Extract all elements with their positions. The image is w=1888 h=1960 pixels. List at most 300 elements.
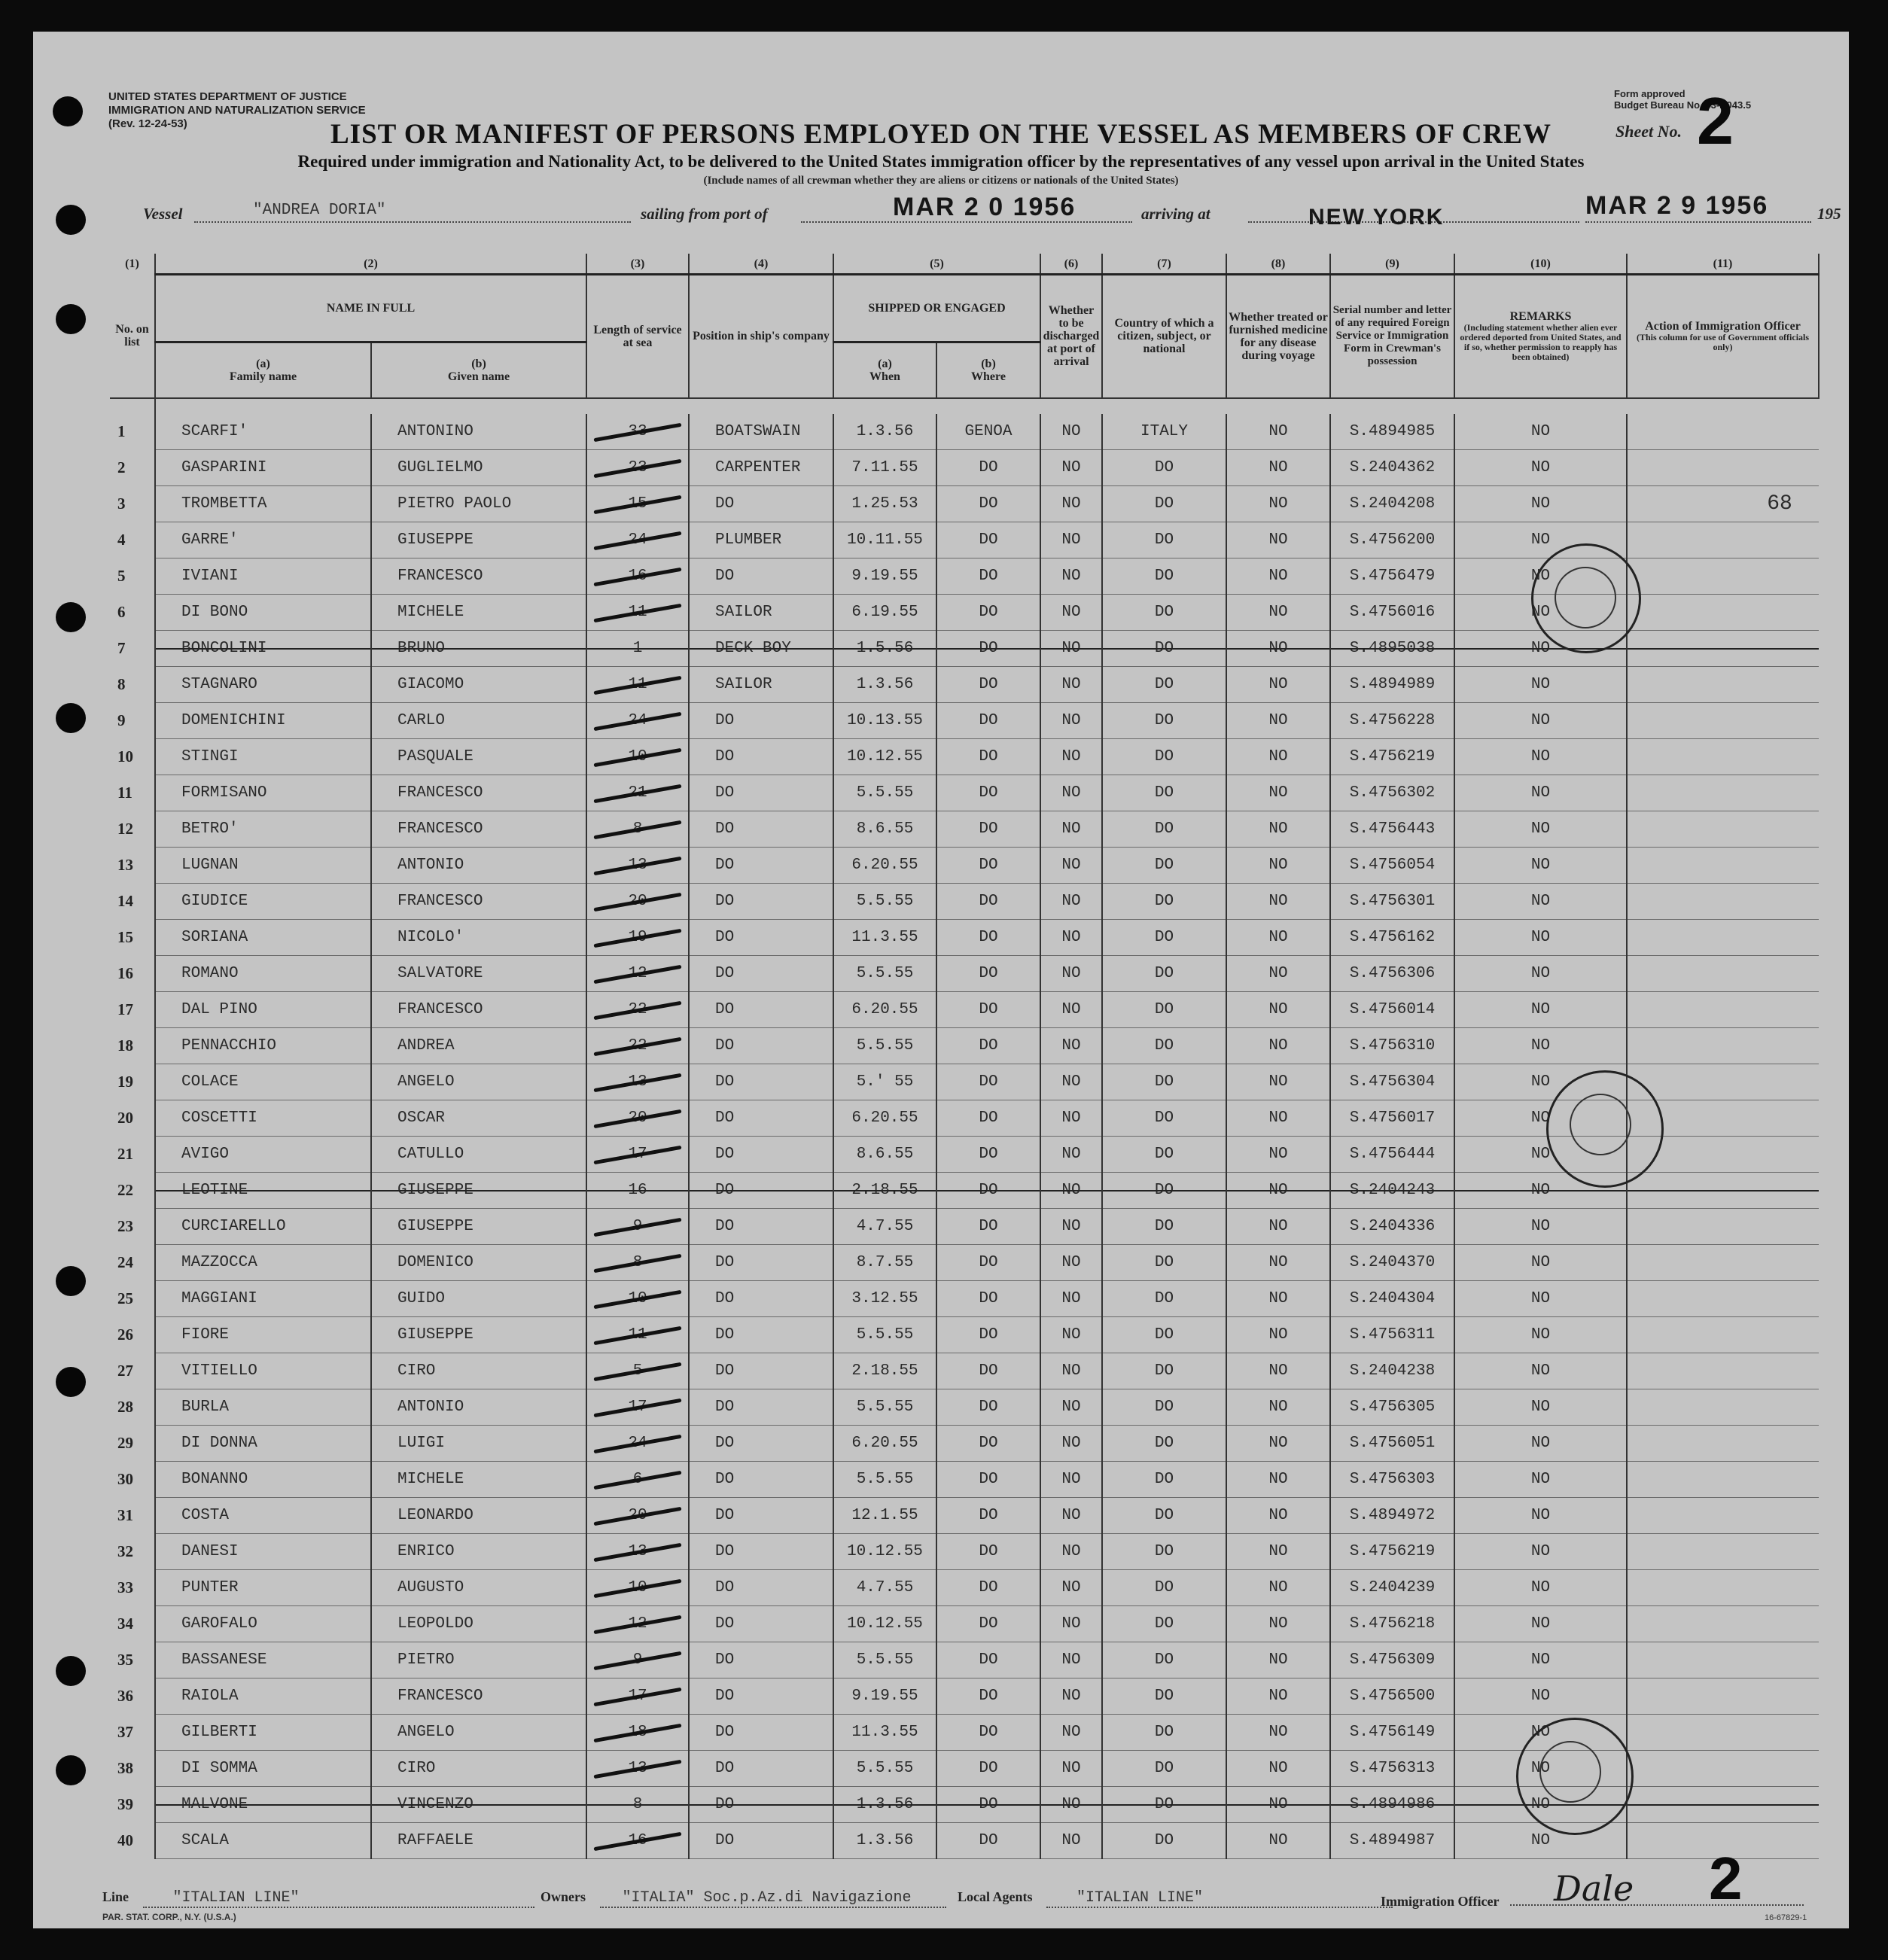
position-cell: [689, 1027, 833, 1064]
discharged-cell: [1040, 522, 1102, 558]
serial-number-cell-text: S.4756301: [1349, 892, 1436, 910]
discharged-cell: [1040, 1027, 1102, 1064]
treated-cell-text: NO: [1268, 856, 1288, 874]
serial-number-cell: [1330, 1389, 1454, 1425]
immigration-action-cell: [1627, 1425, 1819, 1461]
shipped-when-cell-text: 10.12.55: [847, 1615, 923, 1633]
discharged-cell: [1040, 1569, 1102, 1605]
family-name-cell-text: STAGNARO: [181, 675, 257, 693]
family-name-cell-text: AVIGO: [181, 1145, 230, 1163]
given-name-cell-text: GIUSEPPE: [397, 1325, 474, 1344]
table-row: [110, 1497, 1819, 1533]
row-number-cell: 12: [117, 819, 133, 838]
arrival-date: MAR 2 9 1956: [1585, 191, 1769, 220]
serial-number-cell-text: S.4756219: [1349, 1542, 1436, 1560]
row-number-cell: 15: [117, 927, 133, 946]
discharged-cell-text: NO: [1061, 1831, 1081, 1849]
discharged-cell: [1040, 775, 1102, 811]
family-name-cell: [155, 1642, 371, 1678]
shipped-when-cell: [833, 1642, 936, 1678]
country-cell: [1102, 1280, 1226, 1316]
col-family-name-header: [155, 342, 371, 398]
service-length-cell: [586, 811, 689, 847]
remarks-cell: [1454, 1244, 1627, 1280]
service-length-cell: [586, 1786, 689, 1822]
given-name-cell: [371, 666, 586, 702]
treated-cell: [1226, 1822, 1330, 1858]
discharged-cell-text: NO: [1061, 1398, 1081, 1416]
position-cell: [689, 594, 833, 630]
immigration-action-cell: [1627, 1208, 1819, 1244]
given-name-cell-text: LEOPOLDO: [397, 1615, 474, 1633]
service-length-cell: [586, 847, 689, 883]
shipped-where-cell: [936, 1533, 1040, 1569]
service-length-cell: [586, 738, 689, 775]
given-name-cell: [371, 1425, 586, 1461]
treated-cell-text: NO: [1268, 1036, 1288, 1055]
family-name-cell-text: COLACE: [181, 1073, 239, 1091]
family-name-cell-text: PUNTER: [181, 1578, 239, 1596]
given-name-cell: [371, 594, 586, 630]
country-cell-text: DO: [1154, 603, 1174, 621]
shipped-where-cell: [936, 775, 1040, 811]
serial-number-cell-text: S.2404238: [1349, 1362, 1436, 1380]
given-name-cell-text: RAFFAELE: [397, 1831, 474, 1849]
vessel-underline: [194, 221, 631, 223]
shipped-when-cell-text: 8.6.55: [856, 1145, 914, 1163]
arriving-label: arriving at: [1141, 205, 1210, 223]
family-name-cell-text: GASPARINI: [181, 458, 267, 476]
shipped-where-cell: [936, 485, 1040, 522]
country-cell: [1102, 811, 1226, 847]
discharged-cell-text: NO: [1061, 1000, 1081, 1018]
row-number-cell: 37: [117, 1722, 133, 1741]
country-cell: [1102, 702, 1226, 738]
treated-cell-text: NO: [1268, 422, 1288, 440]
shipped-where-cell: [936, 1822, 1040, 1858]
position-cell: [689, 1642, 833, 1678]
strikethrough-line: [690, 1804, 833, 1806]
immigration-action-cell: [1627, 558, 1819, 594]
row-number-cell: 32: [117, 1542, 133, 1560]
treated-cell-text: NO: [1268, 820, 1288, 838]
shipped-where-cell-text: DO: [979, 1217, 998, 1235]
service-length-cell: [586, 883, 689, 919]
country-cell: [1102, 522, 1226, 558]
country-cell: [1102, 630, 1226, 666]
shipped-when-cell: [833, 558, 936, 594]
remarks-cell-text: NO: [1530, 1723, 1551, 1741]
remarks-cell-text: NO: [1530, 1615, 1551, 1633]
given-name-cell: [371, 883, 586, 919]
country-cell-text: DO: [1154, 856, 1174, 874]
service-length-cell: [586, 594, 689, 630]
serial-number-cell: [1330, 775, 1454, 811]
shipped-where-cell: [936, 919, 1040, 955]
position-cell: [689, 991, 833, 1027]
immigration-action-cell: [1627, 847, 1819, 883]
country-cell: [1102, 1822, 1226, 1858]
country-cell-text: DO: [1154, 1073, 1174, 1091]
shipped-where-cell: [936, 1064, 1040, 1100]
treated-cell: [1226, 630, 1330, 666]
country-cell-text: DO: [1154, 1723, 1174, 1741]
row-number-cell: 26: [117, 1325, 133, 1344]
date-underline: [1585, 221, 1811, 223]
crew-manifest-table: [110, 254, 1819, 1859]
position-cell: [689, 1605, 833, 1642]
table-row: [110, 1389, 1819, 1425]
shipped-when-cell: [833, 991, 936, 1027]
discharged-cell-text: NO: [1061, 1723, 1081, 1741]
discharged-cell-text: NO: [1061, 1759, 1081, 1777]
shipped-where-cell-text: DO: [979, 1795, 998, 1813]
remarks-cell: [1454, 1316, 1627, 1353]
given-name-cell: [371, 414, 586, 450]
treated-cell-text: NO: [1268, 1651, 1288, 1669]
service-length-cell: [586, 1533, 689, 1569]
shipped-when-cell-text: 5.5.55: [856, 1470, 914, 1488]
shipped-where-cell-text: DO: [979, 1289, 998, 1307]
country-cell: [1102, 1786, 1226, 1822]
shipped-where-cell-text: DO: [979, 1434, 998, 1452]
family-name-cell-text: DANESI: [181, 1542, 239, 1560]
serial-number-cell-text: S.4756200: [1349, 531, 1436, 549]
shipped-where-cell: [936, 1642, 1040, 1678]
discharged-cell: [1040, 1822, 1102, 1858]
position-cell-text: DO: [715, 1723, 735, 1741]
discharged-cell-text: NO: [1061, 1615, 1081, 1633]
position-cell-text: DO: [715, 711, 735, 729]
given-name-label: Given name: [447, 370, 510, 383]
position-cell-text: DO: [715, 1073, 735, 1091]
shipped-when-cell-text: 6.20.55: [851, 1000, 918, 1018]
service-length-cell: [586, 991, 689, 1027]
table-row: [110, 991, 1819, 1027]
position-cell-text: DO: [715, 1253, 735, 1271]
shipped-where-cell: [936, 1786, 1040, 1822]
shipped-when-cell-text: 8.6.55: [856, 820, 914, 838]
remarks-cell: [1454, 702, 1627, 738]
shipped-when-cell-text: 6.19.55: [851, 603, 918, 621]
strikethrough-line: [937, 648, 1040, 650]
officer-label: Immigration Officer: [1381, 1894, 1500, 1909]
remarks-cell-text: NO: [1530, 1759, 1551, 1777]
position-cell-text: DO: [715, 1036, 735, 1055]
shipped-where-cell-text: DO: [979, 567, 998, 585]
serial-number-cell-text: S.4894986: [1349, 1795, 1436, 1813]
treated-cell-text: NO: [1268, 1470, 1288, 1488]
family-name-cell-text: GAROFALO: [181, 1615, 257, 1633]
position-cell: [689, 485, 833, 522]
row-number-cell: 19: [117, 1072, 133, 1091]
strikethrough-line: [834, 648, 936, 650]
position-cell: [689, 847, 833, 883]
family-name-cell-text: BURLA: [181, 1398, 230, 1416]
officer-signature: Dale: [1554, 1868, 1634, 1909]
shipped-where-cell-text: DO: [979, 1506, 998, 1524]
row-number-cell: 14: [117, 891, 133, 910]
family-name-cell-text: CURCIARELLO: [181, 1217, 286, 1235]
shipped-when-cell: [833, 666, 936, 702]
treated-cell: [1226, 485, 1330, 522]
discharged-cell: [1040, 883, 1102, 919]
consulate-seal-stamp: [1531, 543, 1641, 653]
shipped-when-cell: [833, 1208, 936, 1244]
position-cell-text: DO: [715, 1434, 735, 1452]
country-cell-text: DO: [1154, 1470, 1174, 1488]
discharged-cell: [1040, 1064, 1102, 1100]
shipped-when-cell: [833, 883, 936, 919]
treated-cell: [1226, 1642, 1330, 1678]
table-row: [110, 702, 1819, 738]
shipped-where-cell-text: DO: [979, 1253, 998, 1271]
given-name-cell: [371, 1136, 586, 1172]
position-cell-text: DO: [715, 1181, 735, 1199]
given-name-cell: [371, 1533, 586, 1569]
serial-number-cell-text: S.4894972: [1349, 1506, 1436, 1524]
treated-cell-text: NO: [1268, 1362, 1288, 1380]
remarks-cell: [1454, 1389, 1627, 1425]
serial-number-cell: [1330, 811, 1454, 847]
family-name-cell-text: DI SOMMA: [181, 1759, 257, 1777]
discharged-cell: [1040, 1136, 1102, 1172]
col-1-number: (1): [125, 257, 139, 271]
strikethrough-line: [1227, 648, 1329, 650]
shipped-when-cell: [833, 1027, 936, 1064]
country-cell-text: DO: [1154, 1542, 1174, 1560]
discharged-cell-text: NO: [1061, 1506, 1081, 1524]
country-cell-text: ITALY: [1140, 422, 1188, 440]
country-cell: [1102, 847, 1226, 883]
strikethrough-line: [690, 648, 833, 650]
shipped-when-cell: [833, 630, 936, 666]
treated-cell-text: NO: [1268, 1506, 1288, 1524]
immigration-action-cell: [1627, 1497, 1819, 1533]
immigration-action-cell: [1627, 1280, 1819, 1316]
serial-number-cell-text: S.2404304: [1349, 1289, 1436, 1307]
serial-number-cell: [1330, 738, 1454, 775]
service-length-cell: [586, 1027, 689, 1064]
given-name-cell: [371, 738, 586, 775]
row-number-cell: 6: [117, 602, 126, 621]
shipped-where-cell-text: DO: [979, 820, 998, 838]
shipped-when-cell-text: 1.3.56: [856, 1795, 914, 1813]
treated-cell: [1226, 1678, 1330, 1714]
serial-number-cell-text: S.4895038: [1349, 639, 1436, 657]
service-length-cell: [586, 1280, 689, 1316]
given-name-cell: [371, 1064, 586, 1100]
shipped-where-cell: [936, 1678, 1040, 1714]
family-name-cell: [155, 1461, 371, 1497]
agents-value: "ITALIAN LINE": [1076, 1889, 1204, 1907]
shipped-where-cell: [936, 1389, 1040, 1425]
discharged-cell-text: NO: [1061, 458, 1081, 476]
row-number-cell: 18: [117, 1036, 133, 1055]
manifest-sheet: [33, 32, 1849, 1928]
position-cell: [689, 775, 833, 811]
position-cell-text: DECK BOY: [715, 639, 791, 657]
country-cell: [1102, 414, 1226, 450]
treated-cell-text: NO: [1268, 1795, 1288, 1813]
strikethrough-line: [690, 1190, 833, 1192]
given-name-cell-text: FRANCESCO: [397, 892, 483, 910]
owners-label: Owners: [541, 1889, 586, 1904]
serial-number-cell-text: S.4756309: [1349, 1651, 1436, 1669]
country-cell-text: DO: [1154, 964, 1174, 982]
discharged-cell: [1040, 1533, 1102, 1569]
shipped-when-cell-text: 4.7.55: [856, 1578, 914, 1596]
serial-number-cell-text: S.2404239: [1349, 1578, 1436, 1596]
remarks-cell: [1454, 1497, 1627, 1533]
serial-number-cell: [1330, 1822, 1454, 1858]
remarks-cell-text: NO: [1530, 1506, 1551, 1524]
strikethrough-line: [372, 1804, 586, 1806]
family-name-cell-text: BASSANESE: [181, 1651, 267, 1669]
shipped-when-cell-text: 1.25.53: [851, 495, 918, 513]
given-name-cell-text: FRANCESCO: [397, 820, 483, 838]
serial-number-cell-text: S.4756311: [1349, 1325, 1436, 1344]
serial-number-cell-text: S.4756444: [1349, 1145, 1436, 1163]
remarks-cell-text: NO: [1530, 1795, 1551, 1813]
family-name-cell-text: MAZZOCCA: [181, 1253, 257, 1271]
immigration-action-cell: [1627, 449, 1819, 485]
service-length-cell: [586, 1750, 689, 1786]
serial-number-cell: [1330, 1714, 1454, 1750]
position-cell: [689, 630, 833, 666]
shipped-where-cell: [936, 414, 1040, 450]
row-number-cell: 10: [117, 747, 133, 765]
serial-number-cell: [1330, 522, 1454, 558]
serial-number-cell-text: S.4756016: [1349, 603, 1436, 621]
shipped-where-cell: [936, 594, 1040, 630]
immigration-action-cell: [1627, 1172, 1819, 1208]
punch-hole: [56, 1755, 86, 1785]
shipped-where-cell: [936, 1569, 1040, 1605]
table-row: [110, 1425, 1819, 1461]
family-name-cell: [155, 775, 371, 811]
shipped-when-cell-text: 8.7.55: [856, 1253, 914, 1271]
shipped-when-cell-text: 2.18.55: [851, 1362, 918, 1380]
shipped-where-cell: [936, 1714, 1040, 1750]
strikethrough-line: [1227, 1190, 1329, 1192]
shipped-where-cell: [936, 1750, 1040, 1786]
treated-cell: [1226, 955, 1330, 991]
discharged-cell: [1040, 1678, 1102, 1714]
discharged-cell-text: NO: [1061, 856, 1081, 874]
remarks-cell-text: NO: [1530, 1651, 1551, 1669]
serial-number-cell-text: S.4756162: [1349, 928, 1436, 946]
service-length-cell: [586, 666, 689, 702]
shipped-where-cell-text: DO: [979, 1036, 998, 1055]
strikethrough-line: [937, 1804, 1040, 1806]
when-label: When: [869, 370, 900, 383]
given-name-cell: [371, 702, 586, 738]
treated-cell: [1226, 1100, 1330, 1136]
shipped-where-cell-text: DO: [979, 495, 998, 513]
position-cell: [689, 1353, 833, 1389]
given-name-cell-text: MICHELE: [397, 603, 464, 621]
given-name-cell-text: AUGUSTO: [397, 1578, 464, 1596]
shipped-when-cell: [833, 1822, 936, 1858]
table-row: [110, 811, 1819, 847]
immigration-action-cell: [1627, 1605, 1819, 1642]
action-subtitle: (This column for use of Government officials only): [1636, 332, 1810, 353]
discharged-cell-text: NO: [1061, 928, 1081, 946]
position-cell-text: DO: [715, 1217, 735, 1235]
family-name-cell: [155, 1172, 371, 1208]
strikethrough-line: [156, 648, 370, 650]
treated-cell-text: NO: [1268, 784, 1288, 802]
shipped-where-cell: [936, 1316, 1040, 1353]
remarks-cell-text: NO: [1530, 1470, 1551, 1488]
immigration-action-cell: [1627, 955, 1819, 991]
discharged-cell-text: NO: [1061, 1325, 1081, 1344]
remarks-cell-text: NO: [1530, 1325, 1551, 1344]
serial-number-cell: [1330, 1605, 1454, 1642]
country-cell-text: DO: [1154, 1578, 1174, 1596]
treated-cell: [1226, 775, 1330, 811]
shipped-where-cell-text: DO: [979, 1362, 998, 1380]
shipped-when-cell: [833, 1678, 936, 1714]
discharged-cell: [1040, 738, 1102, 775]
discharged-cell: [1040, 991, 1102, 1027]
discharged-cell: [1040, 811, 1102, 847]
treated-cell: [1226, 702, 1330, 738]
treated-cell-text: NO: [1268, 1181, 1288, 1199]
treated-cell-text: NO: [1268, 1109, 1288, 1127]
remarks-cell-text: NO: [1530, 1253, 1551, 1271]
service-length-cell: [586, 1569, 689, 1605]
discharged-cell-text: NO: [1061, 784, 1081, 802]
discharged-cell: [1040, 1172, 1102, 1208]
col-discharged-header: Whether to be discharged at port of arrival: [1040, 275, 1102, 398]
serial-number-cell: [1330, 955, 1454, 991]
immigration-action-cell: [1627, 702, 1819, 738]
immigration-action-cell: [1627, 883, 1819, 919]
family-name-cell: [155, 1822, 371, 1858]
row-number-cell: 16: [117, 963, 133, 982]
position-cell-text: PLUMBER: [715, 531, 782, 549]
given-name-cell-text: FRANCESCO: [397, 784, 483, 802]
discharged-cell: [1040, 1461, 1102, 1497]
discharged-cell: [1040, 1389, 1102, 1425]
remarks-cell: [1454, 1642, 1627, 1678]
family-name-number: (a): [256, 357, 270, 370]
given-name-cell: [371, 811, 586, 847]
family-name-cell: [155, 811, 371, 847]
discharged-cell: [1040, 449, 1102, 485]
shipped-where-cell: [936, 1136, 1040, 1172]
shipped-where-cell-text: DO: [979, 1325, 998, 1344]
position-cell-text: DO: [715, 1398, 735, 1416]
shipped-when-cell: [833, 1064, 936, 1100]
position-cell: [689, 1136, 833, 1172]
country-cell: [1102, 1605, 1226, 1642]
year-suffix: 195: [1817, 205, 1841, 223]
discharged-cell-text: NO: [1061, 495, 1081, 513]
serial-number-cell: [1330, 1497, 1454, 1533]
discharged-cell: [1040, 414, 1102, 450]
shipped-where-cell: [936, 702, 1040, 738]
remarks-cell-text: NO: [1530, 928, 1551, 946]
when-number: (a): [878, 357, 892, 370]
immigration-action-cell: [1627, 594, 1819, 630]
table-row: [110, 847, 1819, 883]
line-label: Line: [102, 1889, 129, 1904]
consulate-seal-stamp: [1546, 1070, 1664, 1188]
family-name-cell-text: RAIOLA: [181, 1687, 239, 1705]
